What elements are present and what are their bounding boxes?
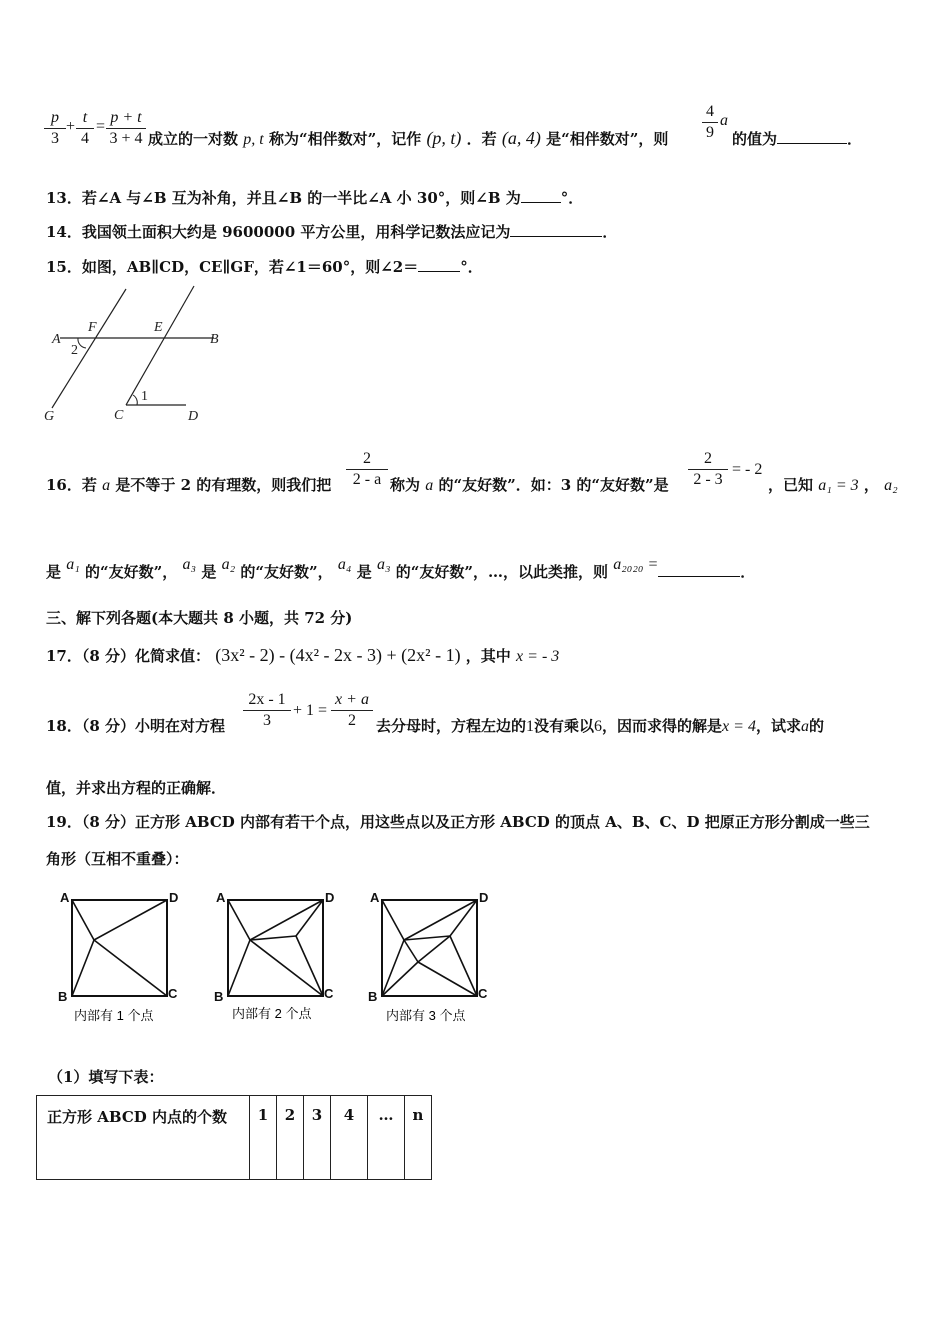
label-d: D: [169, 890, 179, 905]
table-col-3[interactable]: 3: [304, 1096, 331, 1180]
q19-line1: 19．（8 分）正方形 ABCD 内部有若干个点，用这些点以及正方形 ABCD 的顶点 A、B、C、D 把原正方形分割成一些三: [46, 813, 870, 831]
edge: [382, 900, 404, 940]
label-d: D: [188, 409, 199, 424]
fraction-p-over-3: $\frac{p}{3}$: [44, 108, 66, 149]
fraction-2-over-2-minus-a: $\frac{2}{2 - a}$: [346, 449, 388, 490]
fill-table: [36, 1095, 432, 1180]
fraction-2-over-2-minus-3: $\frac{2}{2 - 3}$: [688, 449, 728, 490]
q16-line1-b: 称为 a 的“友好数”．如：3 的“友好数”是: [390, 476, 669, 494]
caption-1: 内部有 1 个点: [74, 1008, 154, 1023]
q15: 15．如图，AB∥CD，CE∥GF，若∠1＝60°，则∠2＝ °．: [46, 258, 483, 276]
edge: [382, 940, 404, 996]
q16-line1-c: ，已知 a₁ = 3 ， a₂: [768, 476, 898, 494]
square-outline: [72, 900, 167, 996]
edge: [296, 936, 323, 996]
square-figure-3: [366, 888, 506, 1028]
label-c: C: [114, 408, 124, 423]
line-gf: [52, 289, 126, 408]
q12-answer: 的值为 ．: [732, 130, 863, 148]
label-d: D: [325, 890, 335, 905]
label-b: B: [210, 332, 219, 347]
label-a: A: [216, 890, 226, 905]
label-g: G: [44, 409, 55, 424]
edge: [250, 940, 323, 996]
q14: 14．我国领土面积大约是 9600000 平方公里，用科学记数法应记为 ．: [46, 223, 618, 241]
answer-blank[interactable]: [521, 188, 561, 203]
plus-one-equals: + 1 =: [293, 702, 328, 719]
edge: [382, 962, 418, 996]
line-ce: [126, 286, 194, 405]
square-figure-1: [56, 888, 196, 1028]
q16-line1-a: 16．若 a 是不等于 2 的有理数，则我们把: [46, 476, 332, 494]
q12-text: 成立的一对数 p, t 称为“相伴数对”，记作 (p, t) ．若 (a, 4) 是“相伴数对”，则: [148, 128, 669, 148]
fraction-p-plus-t: $\frac{p + t}{3 + 4}$: [106, 108, 146, 149]
angle-1-arc: [133, 395, 137, 405]
label-c: C: [324, 986, 334, 1001]
label-c: C: [478, 986, 488, 1001]
answer-blank[interactable]: [658, 562, 740, 577]
caption-2: 内部有 2 个点: [232, 1006, 312, 1021]
label-2: 2: [71, 343, 78, 358]
edge: [228, 900, 250, 940]
label-a: A: [52, 332, 61, 347]
label-a: A: [370, 890, 380, 905]
table-col-n[interactable]: n: [405, 1096, 432, 1180]
edge: [450, 936, 477, 996]
table-header-cell: 正方形 ABCD 内点的个数: [37, 1096, 250, 1180]
label-f: F: [88, 320, 97, 335]
edge: [418, 936, 450, 962]
square-figure-2: [212, 888, 352, 1028]
q19-line2: 角形（互相不重叠）：: [46, 850, 189, 868]
label-1: 1: [141, 389, 148, 404]
angle-2-arc: [78, 338, 86, 348]
label-b: B: [58, 989, 68, 1004]
edge: [250, 900, 323, 940]
plus-sign: +: [66, 118, 76, 135]
q13: 13．若∠A 与∠B 互为补角，并且∠B 的一半比∠A 小 30°，则∠B 为 °．: [46, 189, 584, 207]
section-heading: 三、解下列各题(本大题共 8 小题，共 72 分): [46, 609, 353, 627]
answer-blank[interactable]: [777, 129, 847, 144]
fraction-4-over-9: $\frac{4}{9}$: [702, 102, 718, 143]
edge: [72, 900, 94, 940]
edge: [404, 940, 418, 962]
table-col-ellipsis[interactable]: …: [368, 1096, 405, 1180]
edge: [404, 900, 477, 940]
q18-line2: 值，并求出方程的正确解．: [46, 779, 227, 797]
var-a: a: [720, 112, 728, 129]
edge: [228, 940, 250, 996]
label-a: A: [60, 890, 70, 905]
edge: [450, 900, 477, 936]
equals-sign: =: [96, 118, 106, 135]
parallel-lines-figure: [40, 282, 240, 427]
table-row: [37, 1096, 432, 1180]
label-d: D: [479, 890, 489, 905]
answer-blank[interactable]: [510, 222, 602, 237]
q16-line2: 是 a₁ 的“友好数”， a₃ 是 a₂ 的“友好数”， a₄ 是 a₃ 的“友好数”，…，以此类推，则 a₂₀₂₀ = ．: [46, 556, 756, 581]
square-outline: [228, 900, 323, 996]
label-b: B: [368, 989, 378, 1004]
label-e: E: [154, 320, 163, 335]
label-b: B: [214, 989, 224, 1004]
q19-sub1: （1）填写下表：: [48, 1068, 164, 1086]
answer-blank[interactable]: [418, 257, 460, 272]
q18-rest: 去分母时，方程左边的1没有乘以6，因而求得的解是x = 4，试求a的: [376, 717, 824, 735]
caption-3: 内部有 3 个点: [386, 1008, 466, 1023]
table-col-2[interactable]: 2: [277, 1096, 304, 1180]
edge: [94, 900, 167, 940]
q18-p1: 18．（8 分）小明在对方程: [46, 717, 226, 735]
edge: [94, 940, 167, 996]
fraction-2x-minus-1-over-3: $\frac{2x - 1}{3}$: [243, 690, 291, 731]
table-col-4[interactable]: 4: [331, 1096, 368, 1180]
fraction-t-over-4: $\frac{t}{4}$: [76, 108, 94, 149]
fraction-x-plus-a-over-2: $\frac{x + a}{2}$: [331, 690, 373, 731]
table-col-1[interactable]: 1: [250, 1096, 277, 1180]
edge: [418, 962, 477, 996]
edge: [72, 940, 94, 996]
example-result: = - 2: [732, 461, 763, 478]
edge: [296, 900, 323, 936]
label-c: C: [168, 986, 178, 1001]
q17: 17．（8 分）化简求值： (3x² - 2) - (4x² - 2x - 3) + (2x² - 1) ，其中 x = - 3: [46, 645, 560, 665]
